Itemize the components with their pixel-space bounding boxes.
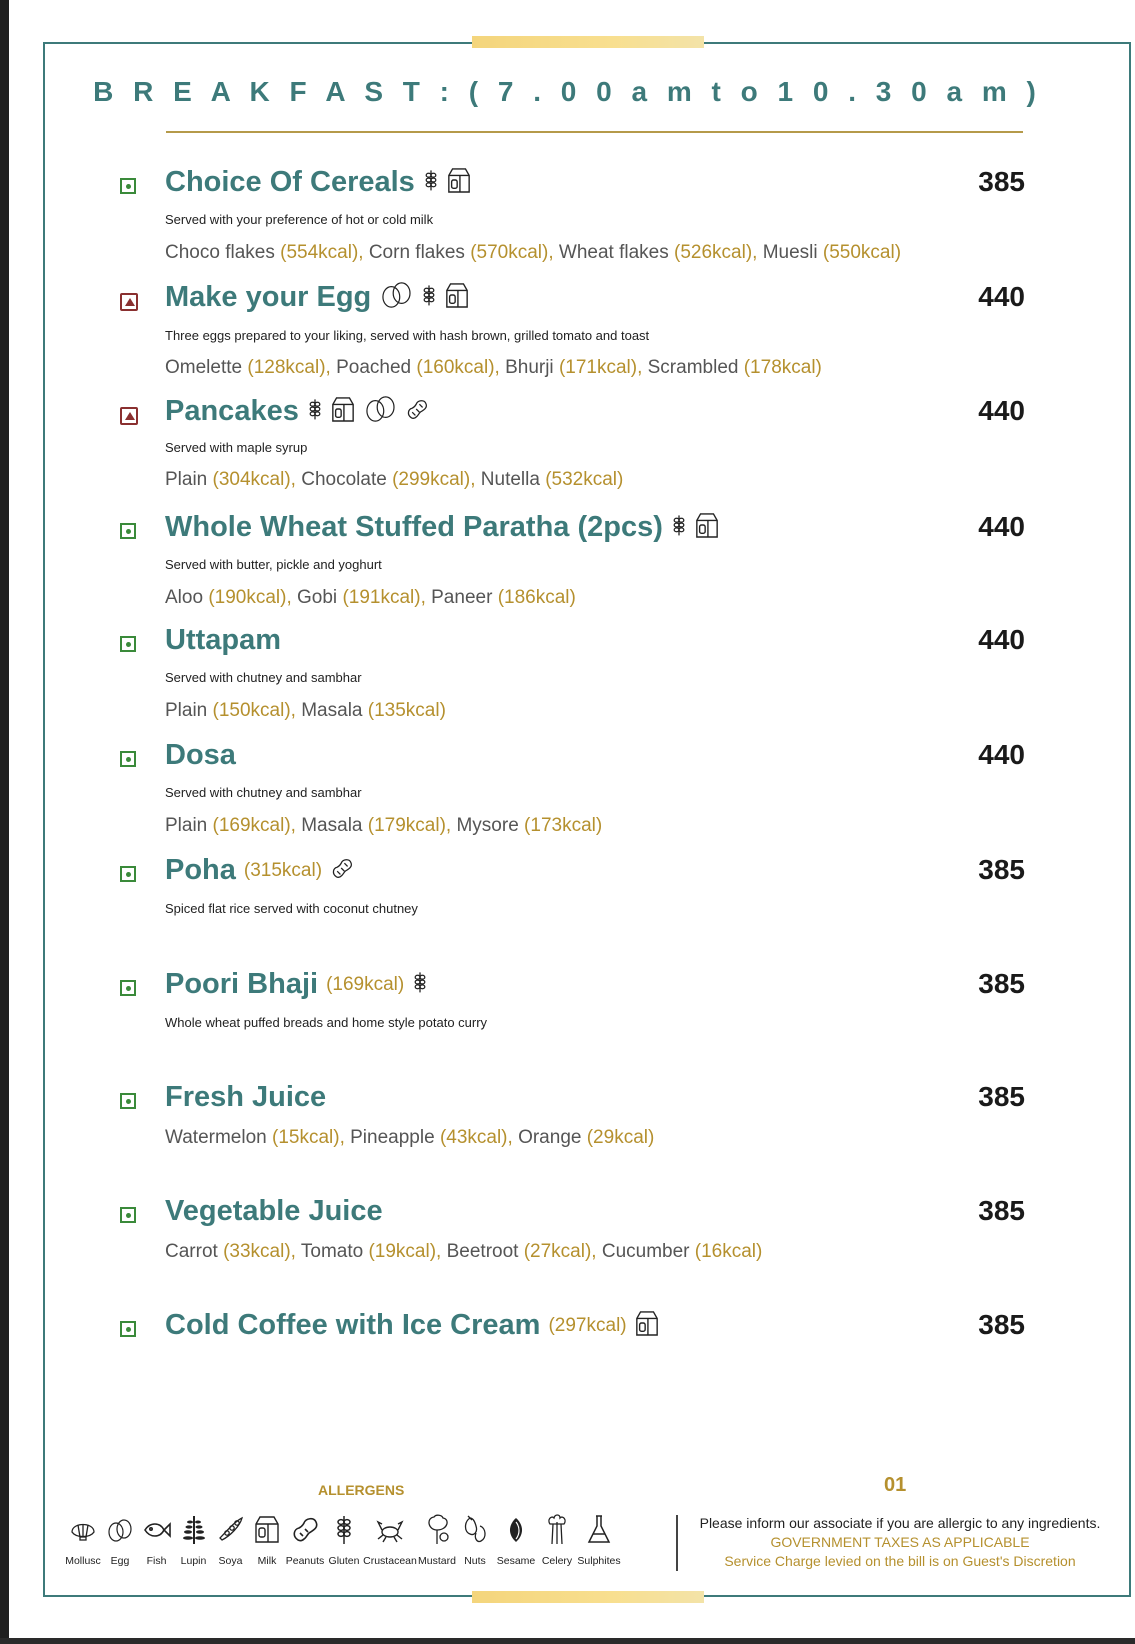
item-name: Vegetable Juice [165, 1195, 383, 1227]
item-description: Served with chutney and sambhar [165, 785, 362, 800]
tax-notice: GOVERNMENT TAXES AS APPLICABLE [770, 1534, 1030, 1550]
allergen-label: Mollusc [65, 1555, 101, 1567]
milk-icon [445, 281, 469, 314]
item-name: Uttapam [165, 624, 282, 656]
allergen-label: Egg [110, 1555, 130, 1567]
allergen-label: Peanuts [285, 1555, 325, 1567]
variant-kcal: (554kcal), [280, 242, 364, 263]
item-variants [165, 700, 446, 722]
allergen-label: Gluten [328, 1555, 360, 1567]
allergen-label: Celery [541, 1555, 573, 1567]
variant-name: Beetroot [441, 1241, 524, 1262]
variant-kcal: (171kcal), [558, 357, 643, 378]
gluten-icon [421, 282, 437, 313]
peanut-icon [330, 856, 354, 885]
variant-kcal: (15kcal), [272, 1127, 345, 1148]
sesame-icon [501, 1512, 531, 1551]
variant-kcal: (190kcal), [208, 587, 292, 608]
item-variants [165, 1127, 654, 1149]
gluten-icon [423, 167, 439, 198]
variant-kcal: (169kcal), [212, 815, 296, 836]
variant-name: Paneer [425, 587, 498, 608]
sulphites-icon [584, 1512, 614, 1551]
variant-kcal: (299kcal), [392, 469, 476, 490]
variant-name: Aloo [165, 587, 209, 608]
variant-kcal: (526kcal), [674, 242, 758, 263]
nuts-icon [460, 1512, 490, 1551]
lupin-icon [179, 1512, 209, 1551]
variant-name: Muesli [757, 242, 823, 263]
item-kcal: (315kcal) [243, 859, 323, 881]
allergen-sulphites [575, 1512, 623, 1567]
variant-name: Chocolate [295, 469, 393, 490]
variant-name: Carrot [165, 1241, 224, 1262]
allergen-nuts [457, 1512, 493, 1567]
variant-kcal: (128kcal), [247, 357, 331, 378]
soya-icon [216, 1512, 246, 1551]
item-name-row [165, 1081, 326, 1114]
item-price: 385 [978, 1081, 1025, 1112]
page-number: 01 [884, 1474, 907, 1496]
mustard-icon [422, 1512, 452, 1551]
allergen-soya [212, 1512, 249, 1567]
allergen-mollusc [64, 1512, 102, 1567]
item-name: Choice Of Cereals [165, 166, 415, 198]
item-name: Whole Wheat Stuffed Paratha (2pcs) [165, 511, 663, 543]
variant-kcal: (160kcal), [416, 357, 500, 378]
milk-icon [635, 1309, 659, 1342]
crustacean-icon [375, 1512, 405, 1551]
variant-name: Corn flakes [363, 242, 471, 263]
item-price: 385 [978, 1309, 1025, 1340]
item-kcal: (169kcal) [326, 973, 405, 995]
variant-kcal: (191kcal), [342, 587, 426, 608]
allergen-label: Lupin [180, 1555, 207, 1567]
item-kcal: (297kcal) [548, 1314, 627, 1336]
footer-divider [676, 1515, 678, 1571]
variant-name: Mysore [451, 815, 525, 836]
variant-name: Masala [295, 700, 368, 721]
variant-name: Wheat flakes [553, 242, 675, 263]
item-price: 440 [978, 281, 1025, 312]
item-description: Served with maple syrup [165, 440, 308, 455]
variant-name: Cucumber [596, 1241, 695, 1262]
variant-kcal: (19kcal), [368, 1241, 442, 1262]
variant-kcal: (33kcal), [223, 1241, 296, 1262]
variant-kcal: (178kcal) [743, 357, 822, 378]
variant-name: Scrambled [642, 357, 744, 378]
item-name: Poha [165, 854, 236, 886]
item-name-row [165, 624, 281, 657]
allergen-lupin [175, 1512, 212, 1567]
item-name-row [165, 1309, 659, 1342]
allergen-sesame [493, 1512, 539, 1567]
item-price: 385 [978, 968, 1025, 999]
variant-kcal: (43kcal), [439, 1127, 513, 1148]
veg-symbol-icon [120, 1093, 136, 1109]
variant-name: Plain [165, 469, 213, 490]
variant-name: Nutella [475, 469, 546, 490]
gluten-icon [671, 512, 687, 543]
variant-name: Gobi [291, 587, 343, 608]
variant-kcal: (186kcal) [497, 587, 576, 608]
item-name: Fresh Juice [165, 1081, 327, 1113]
left-edge-strip [0, 0, 9, 1644]
item-name-row [165, 395, 429, 428]
top-gold-bar [472, 36, 704, 48]
celery-icon [542, 1512, 572, 1551]
variant-kcal: (179kcal), [367, 815, 452, 836]
item-name: Pancakes [165, 395, 299, 427]
allergen-peanuts [285, 1512, 325, 1567]
item-name-row [165, 739, 236, 772]
allergen-label: Sulphites [577, 1555, 621, 1567]
item-description: Served with your preference of hot or cold milk [165, 212, 434, 227]
allergen-label: Nuts [464, 1555, 486, 1567]
gluten-icon [307, 396, 323, 427]
item-description: Served with chutney and sambhar [165, 670, 362, 685]
variant-name: Pineapple [344, 1127, 440, 1148]
variant-name: Plain [165, 700, 213, 721]
item-name-row [165, 511, 719, 544]
item-description: Whole wheat puffed breads and home style potato curry [165, 1015, 488, 1030]
item-name-row [165, 281, 469, 314]
milk-icon [252, 1512, 282, 1551]
variant-kcal: (27kcal), [523, 1241, 597, 1262]
variant-kcal: (570kcal), [470, 242, 554, 263]
variant-name: Orange [512, 1127, 587, 1148]
allergen-fish [138, 1512, 175, 1567]
veg-symbol-icon [120, 178, 136, 194]
allergen-crustacean [363, 1512, 417, 1567]
variant-kcal: (304kcal), [212, 469, 296, 490]
variant-kcal: (150kcal), [212, 700, 296, 721]
item-variants [165, 469, 623, 491]
item-price: 440 [978, 511, 1025, 542]
item-price: 385 [978, 166, 1025, 197]
veg-symbol-icon [120, 866, 136, 882]
item-variants [165, 242, 901, 264]
milk-icon [331, 395, 355, 428]
item-name-row [165, 1195, 383, 1228]
variant-kcal: (173kcal) [524, 815, 603, 836]
veg-symbol-icon [120, 1207, 136, 1223]
page-title: B R E A K F A S T : ( 7 . 0 0 a m t o 1 0 . 3 0 a m ) [93, 76, 1042, 107]
fish-icon [142, 1512, 172, 1551]
bottom-edge-strip [0, 1638, 1135, 1644]
veg-symbol-icon [120, 523, 136, 539]
allergen-label: Sesame [496, 1555, 536, 1567]
allergen-milk [249, 1512, 285, 1567]
egg-icon [363, 395, 397, 428]
mollusc-icon [68, 1512, 98, 1551]
item-price: 440 [978, 739, 1025, 770]
item-price: 440 [978, 395, 1025, 426]
milk-icon [447, 166, 471, 199]
egg-icon [105, 1512, 135, 1551]
variant-name: Choco flakes [165, 242, 281, 263]
variant-kcal: (550kcal) [822, 242, 902, 263]
item-description: Spiced flat rice served with coconut chutney [165, 901, 418, 916]
item-variants [165, 815, 602, 837]
bottom-gold-bar [472, 1591, 704, 1603]
milk-icon [695, 511, 719, 544]
variant-kcal: (532kcal) [545, 469, 624, 490]
allergen-mustard [417, 1512, 457, 1567]
item-description: Three eggs prepared to your liking, served with hash brown, grilled tomato and toast [165, 328, 650, 343]
item-variants [165, 587, 576, 609]
item-price: 385 [978, 1195, 1025, 1226]
veg-symbol-icon [120, 980, 136, 996]
item-name: Dosa [165, 739, 236, 771]
item-price: 440 [978, 624, 1025, 655]
service-charge-notice: Service Charge levied on the bill is on Guest's Discretion [724, 1553, 1076, 1569]
variant-name: Tomato [295, 1241, 369, 1262]
title-divider [166, 131, 1023, 133]
item-description: Served with butter, pickle and yoghurt [165, 557, 382, 572]
peanut-icon [405, 397, 429, 426]
allergen-label: Fish [146, 1555, 167, 1567]
item-name: Make your Egg [165, 281, 372, 313]
non-veg-symbol-icon [120, 293, 138, 311]
egg-icon [379, 281, 413, 314]
variant-name: Poached [330, 357, 417, 378]
gluten-icon [329, 1512, 359, 1551]
gluten-icon [412, 969, 428, 1000]
variant-kcal: (29kcal) [586, 1127, 655, 1148]
allergen-egg [102, 1512, 138, 1567]
variant-name: Watermelon [165, 1127, 272, 1148]
non-veg-symbol-icon [120, 407, 138, 425]
veg-symbol-icon [120, 636, 136, 652]
item-name: Poori Bhaji [165, 968, 319, 1000]
item-price: 385 [978, 854, 1025, 885]
allergen-celery [539, 1512, 575, 1567]
variant-name: Plain [165, 815, 213, 836]
allergen-gluten [325, 1512, 363, 1567]
item-name-row [165, 968, 428, 1001]
allergy-notice: Please inform our associate if you are allergic to any ingredients. [699, 1515, 1101, 1531]
allergen-label: Milk [257, 1555, 277, 1567]
variant-name: Omelette [165, 357, 248, 378]
item-variants [165, 1241, 762, 1263]
item-name-row [165, 166, 471, 199]
variant-name: Masala [295, 815, 368, 836]
allergen-label: Mustard [418, 1555, 456, 1567]
variant-kcal: (135kcal) [367, 700, 446, 721]
veg-symbol-icon [120, 751, 136, 767]
allergen-legend [64, 1512, 623, 1567]
item-name: Cold Coffee with Ice Cream [165, 1309, 541, 1341]
item-name-row [165, 854, 354, 887]
peanuts-icon [290, 1512, 320, 1551]
variant-name: Bhurji [499, 357, 559, 378]
allergens-heading: ALLERGENS [318, 1482, 405, 1498]
veg-symbol-icon [120, 1321, 136, 1337]
item-variants [165, 357, 822, 379]
variant-kcal: (16kcal) [694, 1241, 763, 1262]
allergen-label: Crustacean [363, 1555, 417, 1567]
allergen-label: Soya [218, 1555, 243, 1567]
